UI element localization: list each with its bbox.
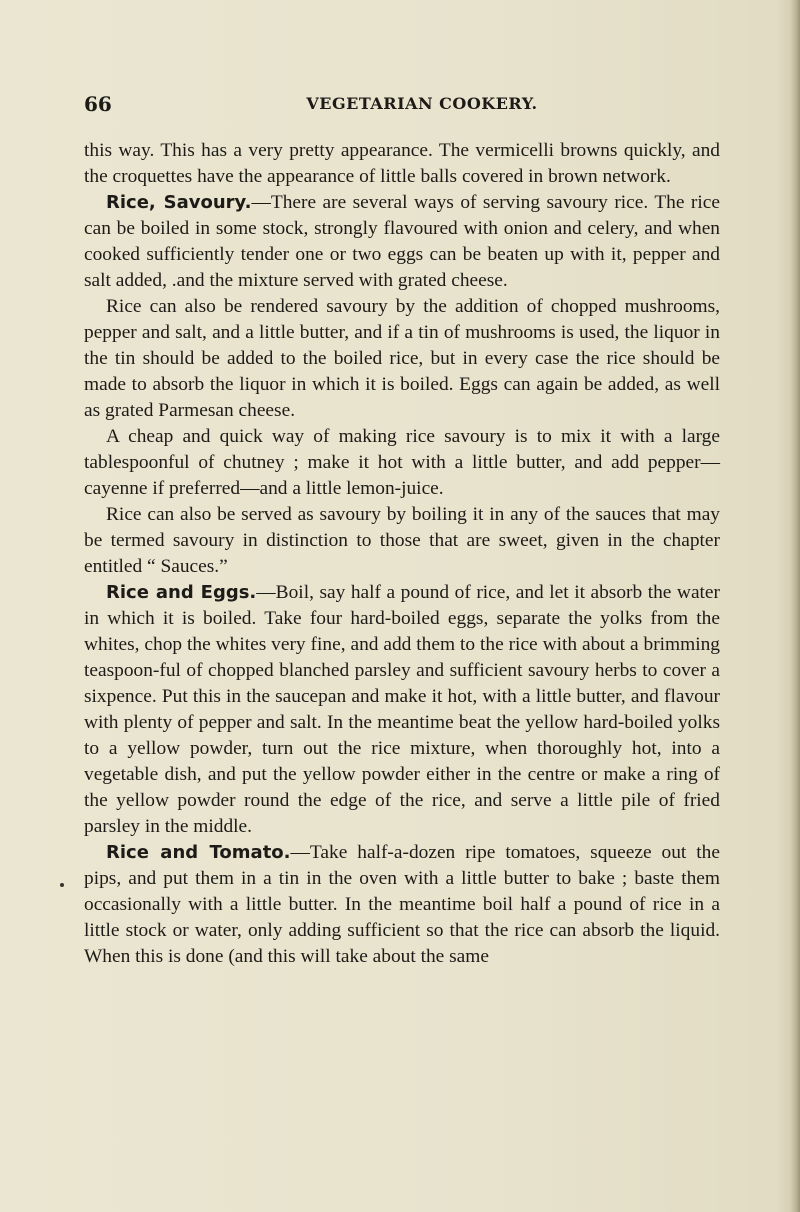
paragraph-rice-and-tomato (84, 840, 720, 970)
paragraph-chutney (84, 424, 720, 502)
recipe-heading: Rice, Savoury. (106, 192, 252, 213)
paragraph-text: Rice can also be served as savoury by boiling it in any of the sauces that may be termed savoury in distinction to those that are sweet, given in the chapter entitled “ Sauces.” (84, 504, 720, 577)
paragraph-rice-savoury (84, 190, 720, 294)
paragraph-text: —There are several ways of serving savoury rice. The rice can be boiled in some stock, strongly flavoured with onion and celery, and when cooked sufficiently tender one or two eggs can be beaten up with it, pepper and salt added, .and the mixture served with grated cheese. (84, 192, 720, 291)
page-header (84, 92, 720, 122)
recipe-heading: Rice and Eggs. (106, 582, 257, 603)
paragraph-mushrooms (84, 294, 720, 424)
paragraph-continuation (84, 138, 720, 190)
paragraph-text: —Take half-a-dozen ripe tomatoes, squeeze out the pips, and put them in a tin in the oven with a little butter to bake ; baste them occasionally with a little butter. In the meantime boil half a pound of rice in a little stock or water, only adding sufficient so that the rice can absorb the liquid. When this is done (and this will take about the same (84, 842, 720, 967)
body-text (84, 138, 720, 970)
recipe-heading: Rice and Tomato. (106, 842, 291, 863)
paragraph-text: this way. This has a very pretty appearance. The vermicelli browns quickly, and the croquettes have the appearance of little balls covered in brown network. (84, 140, 720, 187)
running-head: VEGETARIAN COOKERY. (306, 94, 538, 113)
margin-speck (60, 883, 64, 887)
page-edge-shadow (790, 0, 800, 1212)
paragraph-sauces (84, 502, 720, 580)
paragraph-text: A cheap and quick way of making rice savoury is to mix it with a large tablespoonful of chutney ; make it hot with a little butter, and add pepper—cayenne if preferred—and a little lemon-juice. (84, 426, 720, 499)
paragraph-rice-and-eggs (84, 580, 720, 840)
paragraph-text: Rice can also be rendered savoury by the addition of chopped mushrooms, pepper and salt, and a little butter, and if a tin of mushrooms is used, the liquor in the tin should be added to the boiled rice, but in every case the rice should be made to absorb the liquor in which it is boiled. Eggs can again be added, as well as grated Parmesan cheese. (84, 296, 720, 421)
paragraph-text: —Boil, say half a pound of rice, and let it absorb the water in which it is boiled. Take four hard-boiled eggs, separate the yolks from the whites, chop the whites very fine, and add them to the rice with about a brimming teaspoon-ful of chopped blanched parsley and sufficient savoury herbs to cover a sixpence. Put this in the saucepan and make it hot, with a little butter, and flavour with plenty of pepper and salt. In the meantime beat the yellow hard-boiled yolks to a yellow powder, turn out the rice mixture, when thoroughly hot, into a vegetable dish, and put the yellow powder either in the centre or make a ring of the yellow powder round the edge of the rice, and serve a little pile of fried parsley in the middle. (84, 582, 720, 837)
page-number: 66 (84, 92, 112, 116)
